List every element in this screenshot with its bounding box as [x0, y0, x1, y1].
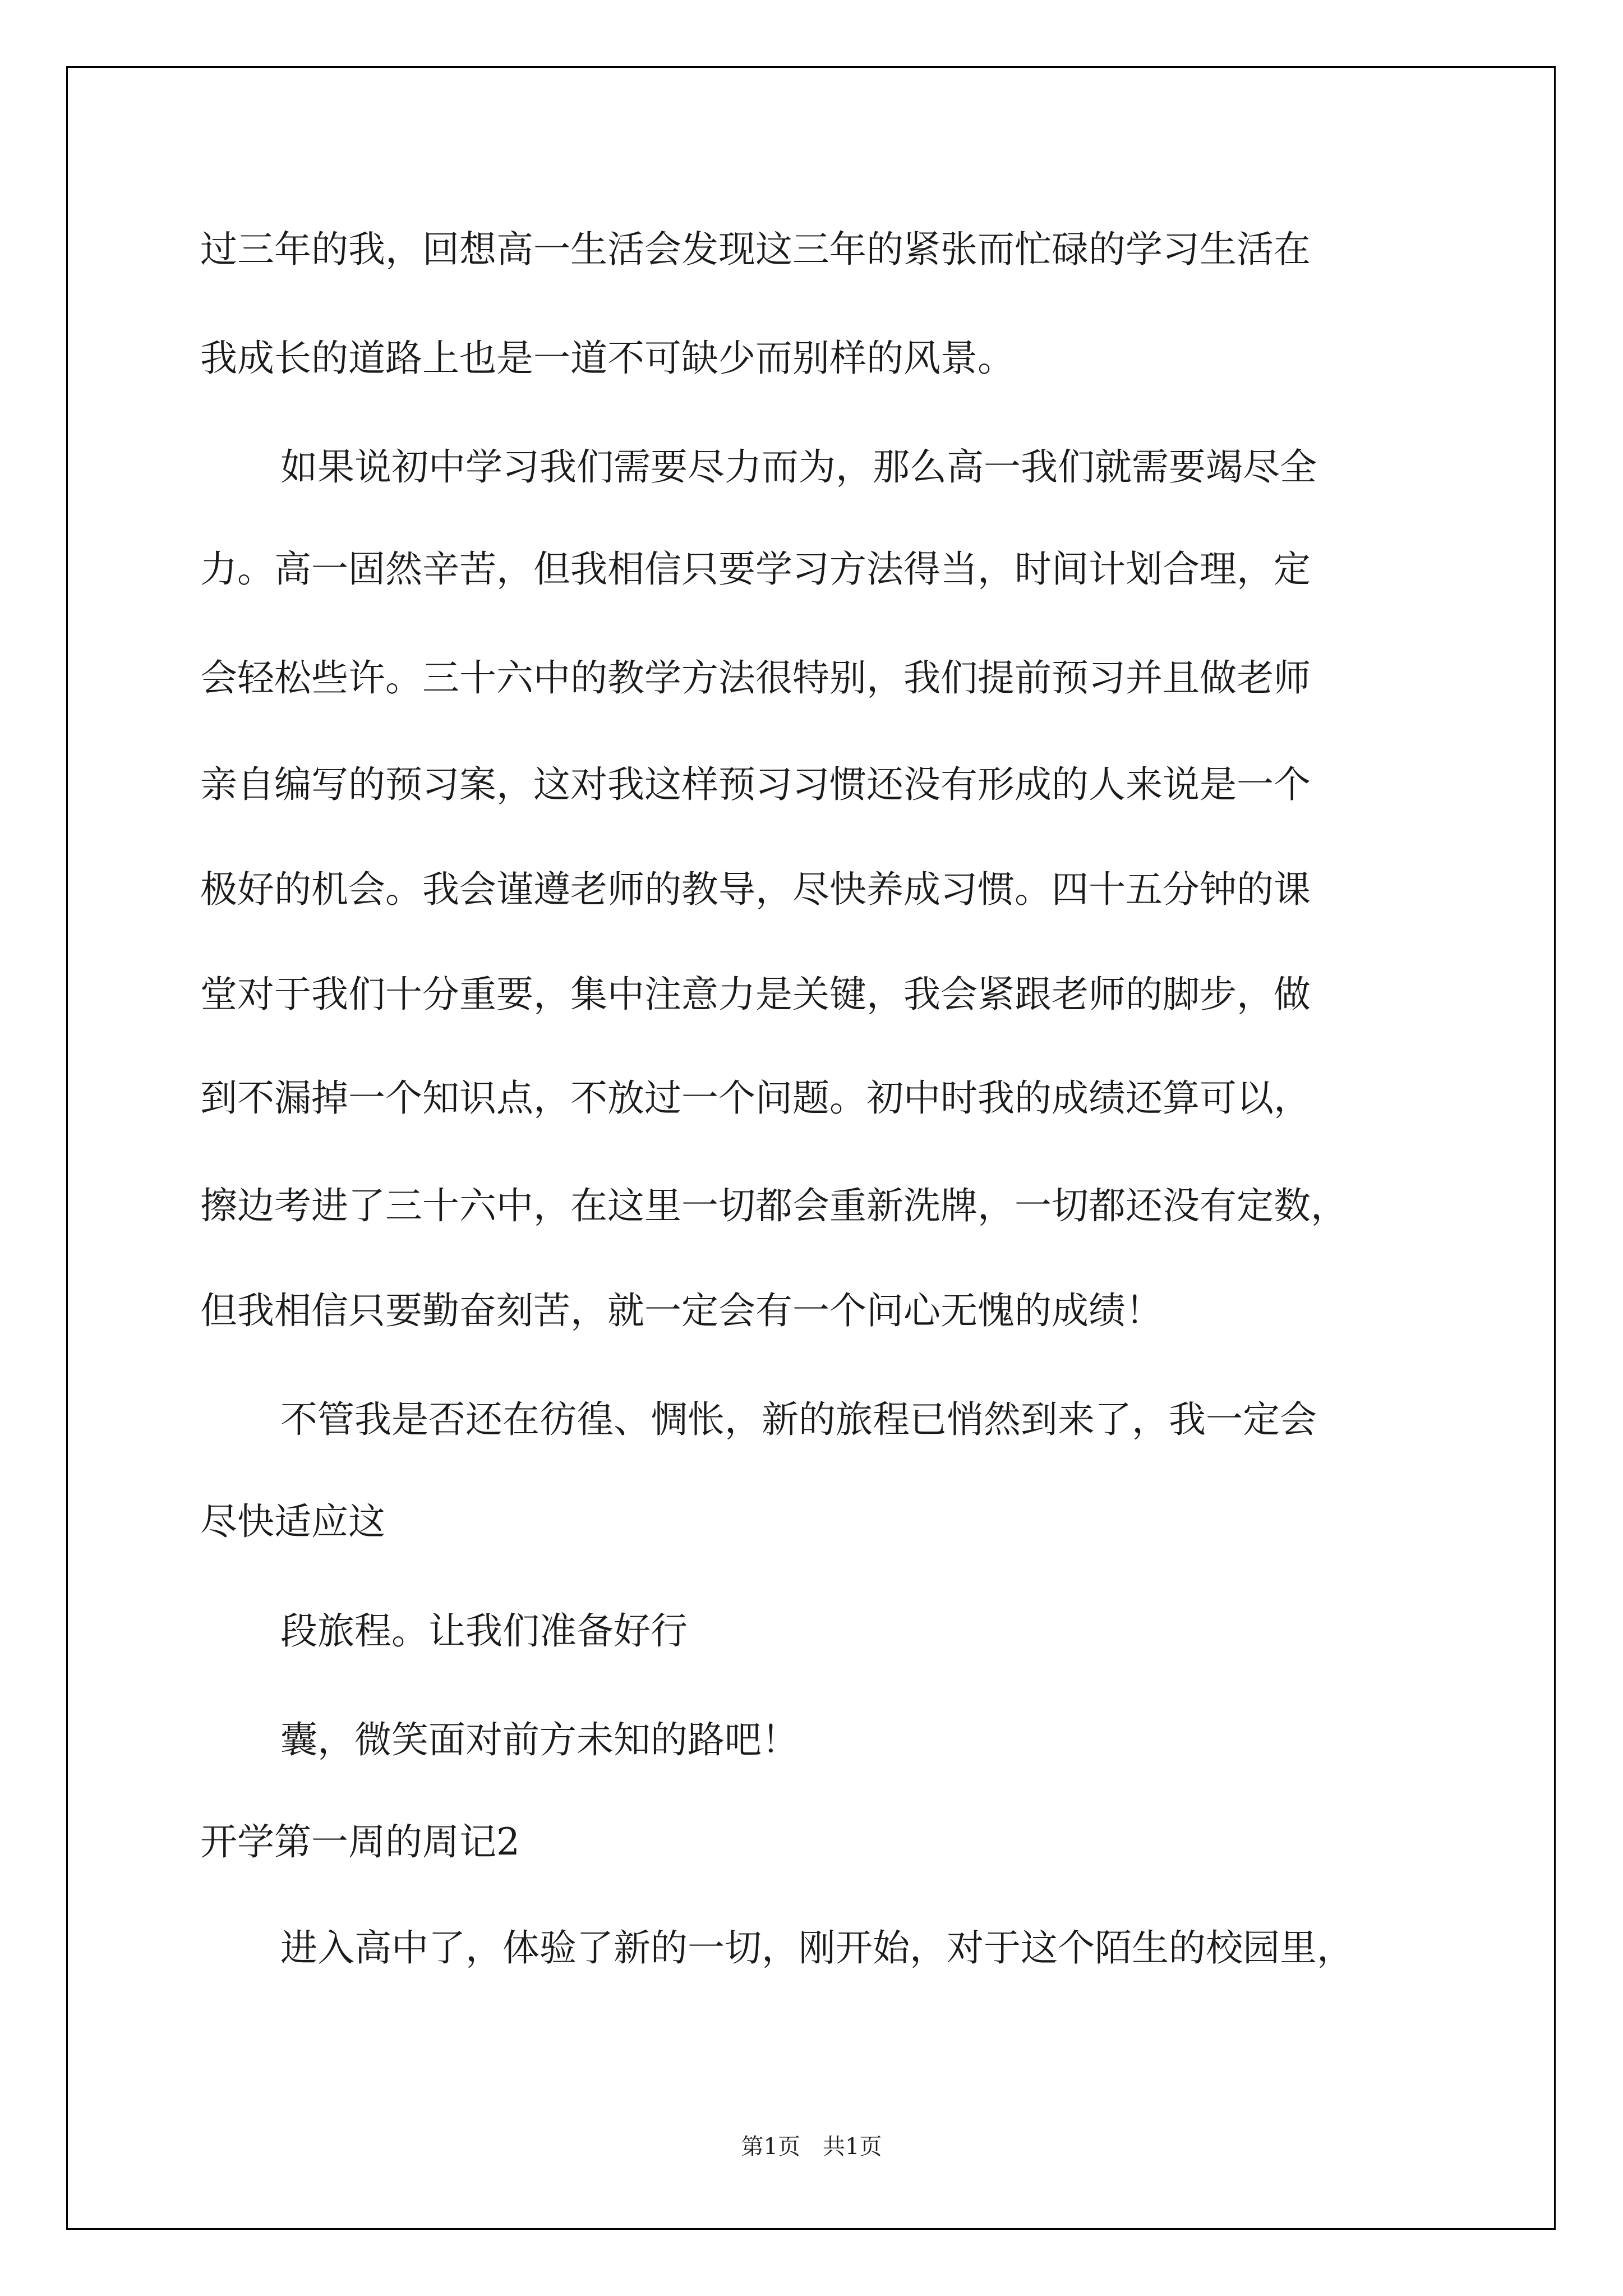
- page-border: [66, 66, 1556, 2230]
- text-line-12: 不管我是否还在彷徨、惆怅，新的旅程已悄然到来了，我一定会: [280, 1398, 1317, 1441]
- text-line-3: 如果说初中学习我们需要尽力而为，那么高一我们就需要竭尽全: [280, 445, 1317, 489]
- text-line-9: 到不漏掉一个知识点，不放过一个问题。初中时我的成绩还算可以，: [200, 1076, 1311, 1120]
- text-line-17: 进入高中了，体验了新的一切，刚开始，对于这个陌生的校园里，: [280, 1926, 1354, 1970]
- text-line-4: 力。高一固然辛苦，但我相信只要学习方法得当，时间计划合理，定: [200, 547, 1311, 591]
- text-line-8: 堂对于我们十分重要，集中注意力是关键，我会紧跟老师的脚步，做: [200, 973, 1311, 1016]
- text-line-10: 擦边考进了三十六中，在这里一切都会重新洗牌，一切都还没有定数，: [200, 1184, 1348, 1227]
- text-line-14: 段旅程。让我们准备好行: [280, 1609, 688, 1653]
- text-line-1: 过三年的我，回想高一生活会发现这三年的紧张而忙碌的学习生活在: [200, 228, 1311, 271]
- section-heading: 开学第一周的周记2: [200, 1820, 520, 1864]
- text-line-13: 尽快适应这: [200, 1500, 385, 1543]
- text-line-11: 但我相信只要勤奋刻苦，就一定会有一个问心无愧的成绩！: [200, 1289, 1163, 1332]
- text-line-15: 囊，微笑面对前方未知的路吧！: [280, 1718, 799, 1761]
- text-line-7: 极好的机会。我会谨遵老师的教导，尽快养成习惯。四十五分钟的课: [200, 868, 1311, 911]
- page-footer: 第1页 共1页: [741, 2134, 882, 2160]
- text-line-2: 我成长的道路上也是一道不可缺少而别样的风景。: [200, 337, 1015, 380]
- text-line-5: 会轻松些许。三十六中的教学方法很特别，我们提前预习并且做老师: [200, 656, 1311, 700]
- text-line-6: 亲自编写的预习案，这对我这样预习习惯还没有形成的人来说是一个: [200, 763, 1311, 806]
